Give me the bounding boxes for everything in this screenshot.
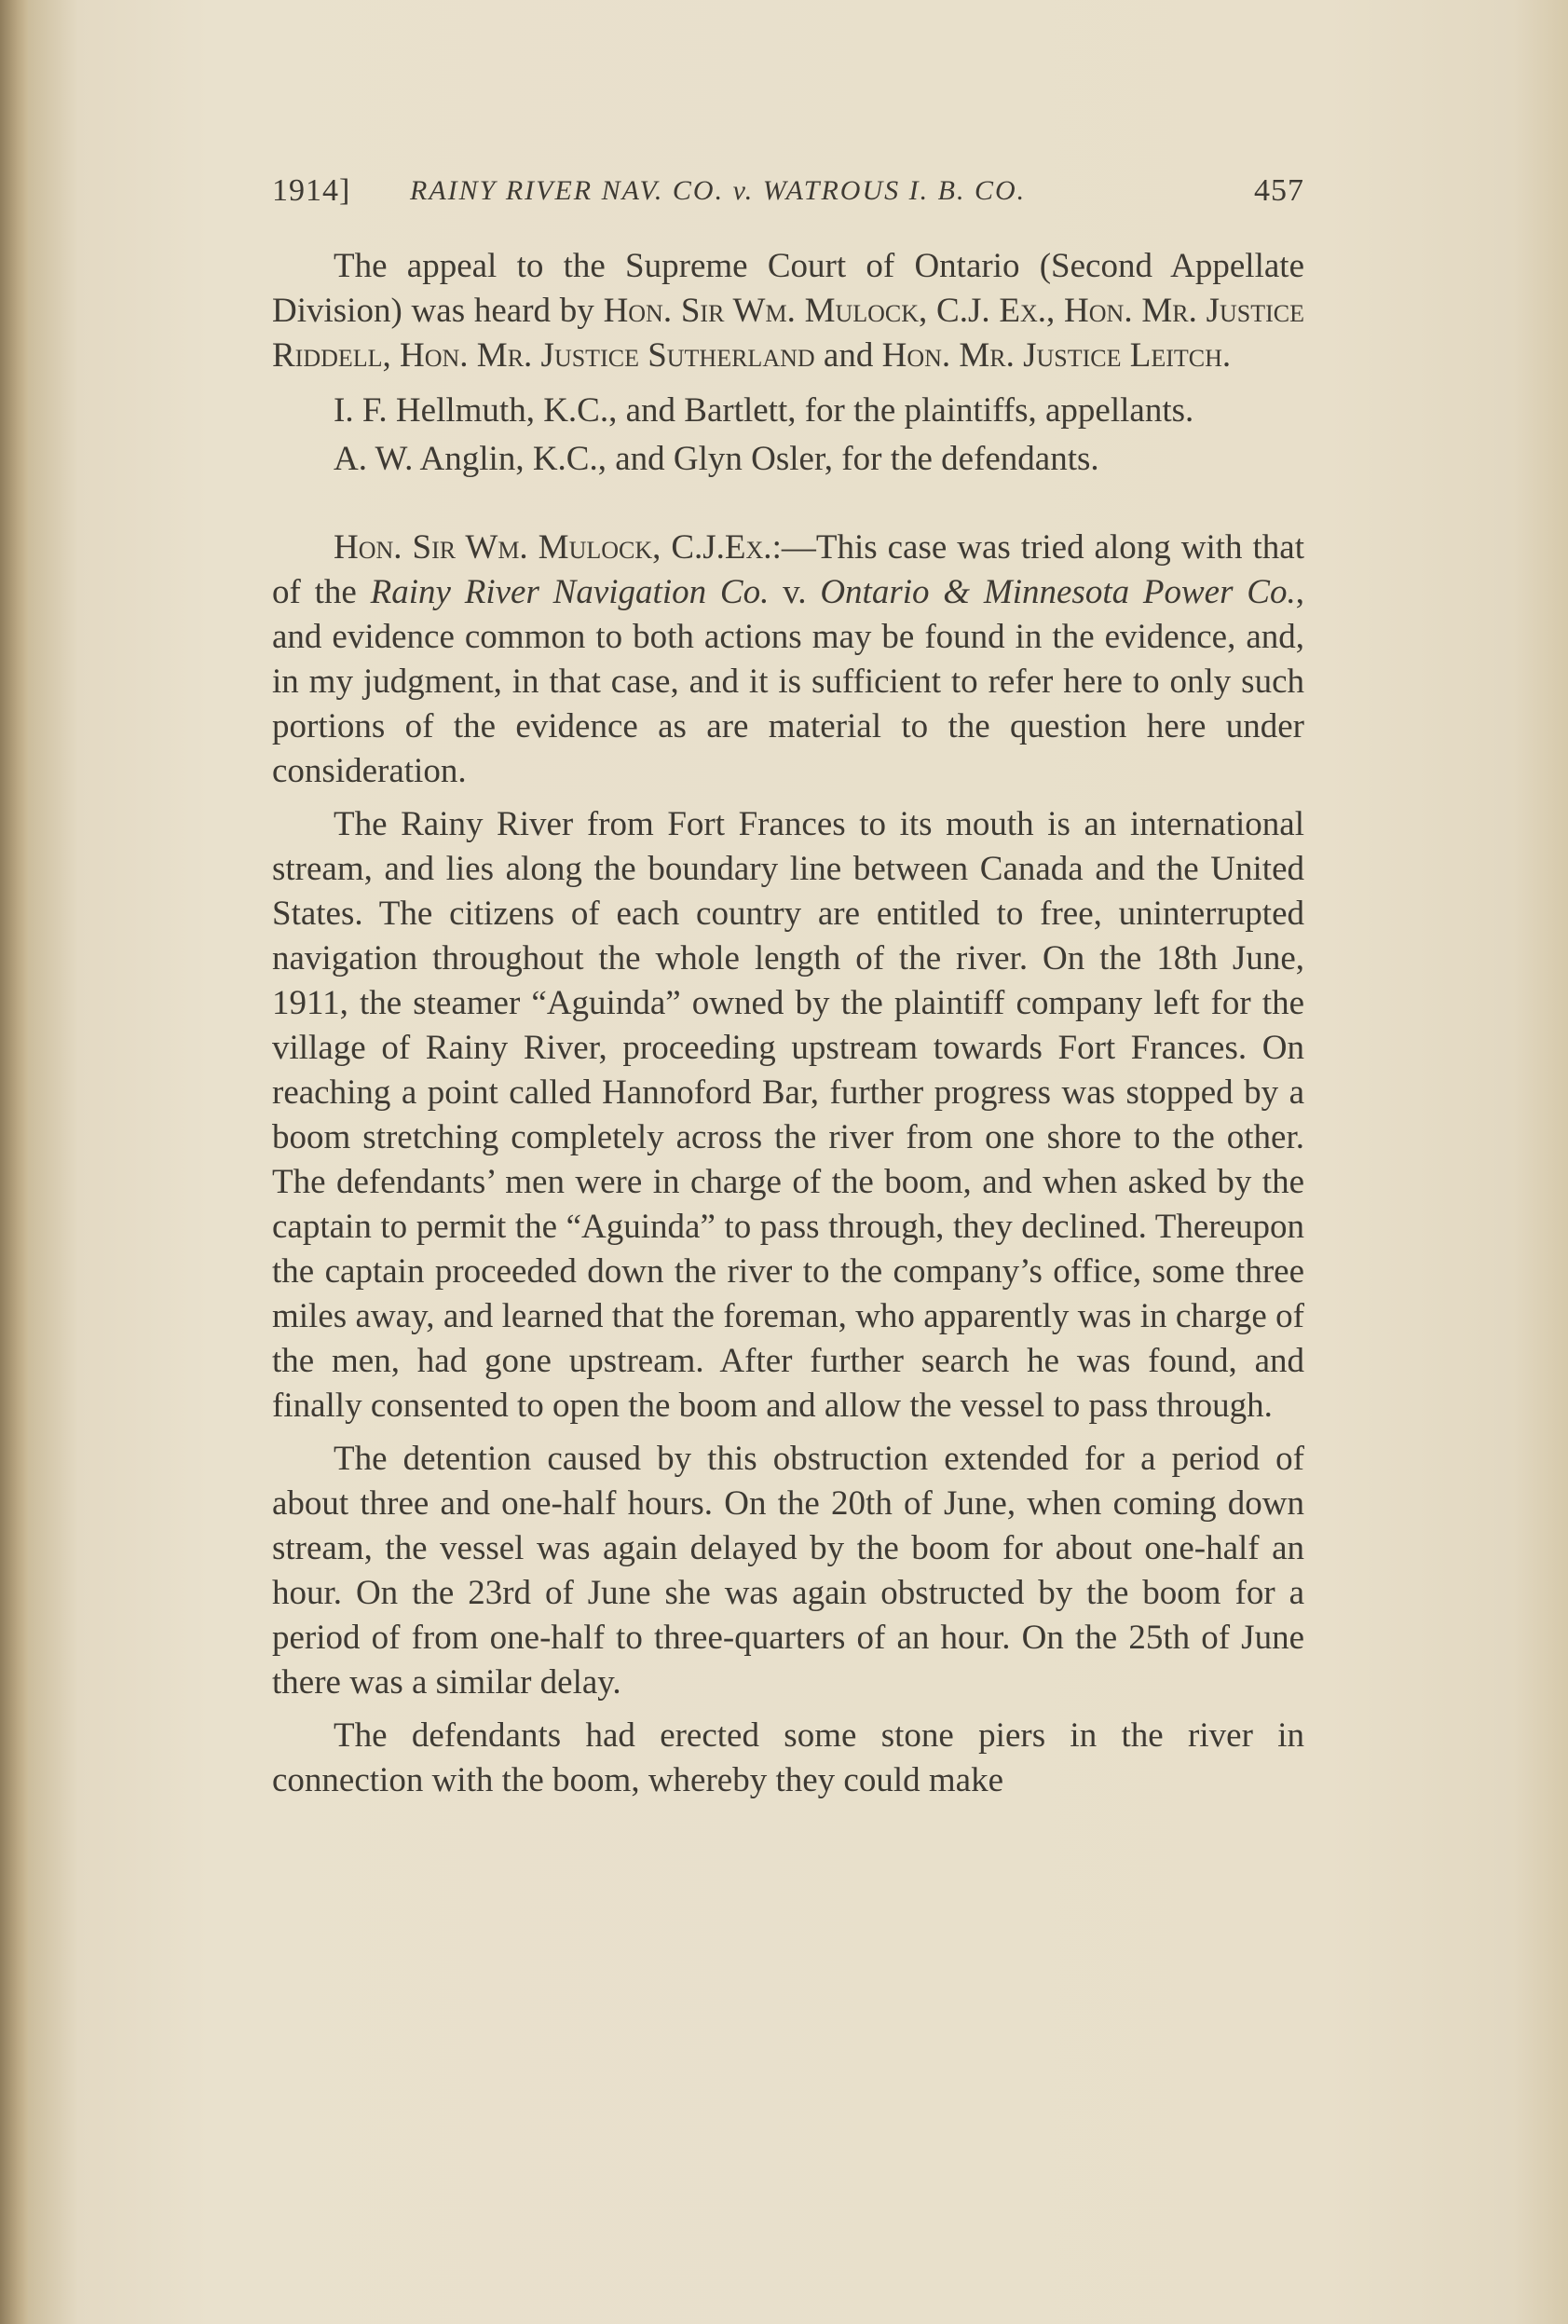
court-end: . <box>1221 336 1232 375</box>
running-title: RAINY RIVER NAV. CO. v. WATROUS I. B. CO. <box>410 175 1027 206</box>
opinion-judge: Hon. Sir Wm. Mulock, C.J.Ex. <box>334 528 772 567</box>
conjunction: and <box>814 336 882 375</box>
counsel-plaintiffs: I. F. Hellmuth, K.C., and Bartlett, for the plaintiffs, appellants. <box>334 391 1194 430</box>
judge-leitch: Hon. Mr. Justice Leitch <box>881 336 1222 375</box>
header-year: 1914] <box>272 173 351 208</box>
opinion-text-a: :—This case was tried along with that of the <box>272 528 1304 611</box>
opinion-paragraph-1 <box>272 526 1304 794</box>
case-versus: v. <box>769 573 821 611</box>
judges-list: Hon. Sir Wm. Mulock, C.J. Ex., Hon. Mr. Justice Riddell, Hon. Mr. Justice Sutherland <box>272 292 1304 375</box>
body-text <box>272 244 1304 1803</box>
opinion-paragraph-2: The Rainy River from Fort Frances to its mouth is an international stream, and lies along the boundary line between Canada and the United States. The citizens of each country are entitled to free, uninterrupted navigation throughout the whole length of the river. On the 18th June, 1911, the steamer “Aguinda” owned by the plaintiff company left for the village of Rainy River, proceeding upstream towards Fort Frances. On reaching a point called Hannoford Bar, further progress was stopped by a boom stretching completely across the river from one shore to the other. The defendants’ men were in charge of the boom, and when asked by the captain to permit the “Aguinda” to pass through, they declined. Thereupon the captain proceeded down the river to the company’s office, some three miles away, and learned that the foreman, who apparently was in charge of the men, had gone upstream. After further search he was found, and finally consented to open the boom and allow the vessel to pass through. <box>272 805 1304 1425</box>
court-paragraph <box>272 244 1304 378</box>
page-number: 457 <box>1254 173 1304 208</box>
counsel-defendants: A. W. Anglin, K.C., and Glyn Osler, for the defendants. <box>334 440 1099 478</box>
court-intro: The appeal to the Supreme Court of Ontario (Second Appellate Division) was heard by <box>272 247 1304 330</box>
opinion-paragraph-3: The detention caused by this obstruction extended for a period of about three and one-half hours. On the 20th of June, when coming down stream, the vessel was again delayed by the boom for about one-half an hour. On the 23rd of June she was again obstructed by the boom for a period of from one-half to three-quarters of an hour. On the 25th of June there was a similar delay. <box>272 1440 1304 1702</box>
opinion-text-b: , and evidence common to both actions may be found in the evidence, and, in my judgment, in that case, and it is sufficient to refer here to only such portions of the evidence as are material to the question here under consideration. <box>272 573 1304 790</box>
opinion-paragraph-4: The defendants had erected some stone piers in the river in connection with the boom, whereby they could make <box>272 1716 1304 1799</box>
case-name: Rainy River Navigation Co. <box>370 573 770 611</box>
page-header <box>272 173 1304 220</box>
book-page <box>22 0 1568 2324</box>
case-name-2: Ontario & Minnesota Power Co. <box>820 573 1296 611</box>
